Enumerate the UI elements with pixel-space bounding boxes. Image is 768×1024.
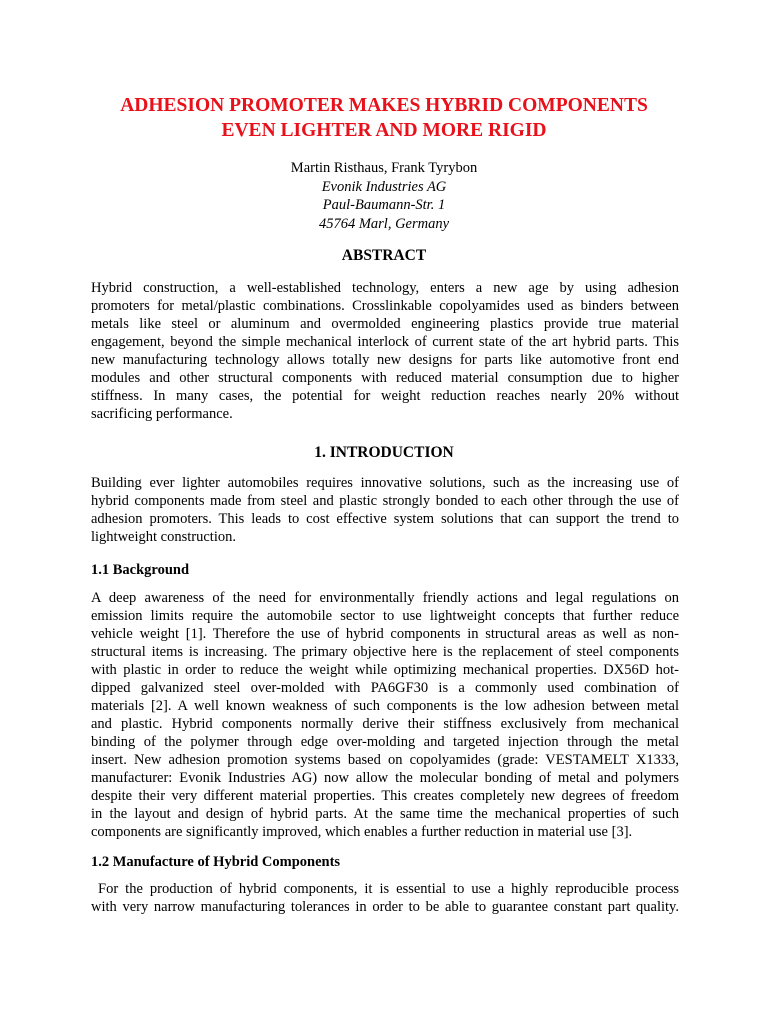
introduction-line: lightweight construction. [91,529,236,545]
background-line: manufacturer: Evonik Industries AG) now allow the molecular bonding of metal and polymers [91,770,679,786]
introduction-paragraph [91,474,679,546]
author-block [0,159,768,233]
background-line: A deep awareness of the need for environmentally friendly actions and legal regulations on [91,590,679,606]
abstract-heading: ABSTRACT [341,247,427,264]
introduction-line: hybrid components made from steel and plastic strongly bonded to each other through the use of [91,493,679,509]
introduction-line: adhesion promoters. This leads to cost effective system solutions that can support the trend to [91,511,679,527]
paper-title [0,93,768,143]
title-line-1: ADHESION PROMOTER MAKES HYBRID COMPONENTS [120,95,648,116]
author-street: Paul-Baumann-Str. 1 [322,197,446,213]
abstract-line: modules and other structural components with reduced material consumption due to higher [91,370,679,386]
background-line: components are significantly improved, which enables a further reduction in material use [3]. [91,824,633,840]
background-line: dipped galvanized steel over-molded with PA6GF30 is a commonly used combination of [91,680,679,696]
background-line: insert. New adhesion promotion systems based on copolyamides (grade: VESTAMELT X1333, [91,752,679,768]
background-line: despite their very different material properties. This creates completely new degrees of freedom [91,788,679,804]
background-line: vehicle weight [1]. Therefore the use of hybrid components in structural areas as well as non- [91,626,679,642]
abstract-line: promoters for metal/plastic combinations. Crosslinkable copolyamides used as binders between [91,298,679,314]
manufacture-line: with very narrow manufacturing tolerances in order to be able to guarantee constant part quality. [91,899,679,915]
author-names: Martin Risthaus, Frank Tyrybon [290,160,478,176]
background-heading: 1.1 Background [91,562,190,578]
background-line: structural items is increasing. The primary objective here is the replacement of steel components [91,644,679,660]
title-line-2: EVEN LIGHTER AND MORE RIGID [221,120,547,141]
background-line: materials [2]. A well known weakness of such components is the low adhesion between metal [91,698,679,714]
introduction-heading: 1. INTRODUCTION [314,444,454,461]
abstract-line: engagement, beyond the simple mechanical interlock of current state of the art hybrid parts. This [91,334,679,350]
introduction-line: Building ever lighter automobiles requires innovative solutions, such as the increasing use of [91,475,679,491]
abstract-line: new manufacturing technology allows totally new designs for parts like automotive front end [91,352,679,368]
author-affiliation: Evonik Industries AG [321,178,447,195]
background-line: and plastic. Hybrid components normally derive their stiffness exclusively from mechanical [91,716,679,732]
manufacture-heading: 1.2 Manufacture of Hybrid Components [91,854,341,870]
abstract-line: Hybrid construction, a well-established technology, enters a new age by using adhesion [91,280,679,296]
abstract-line: sacrificing performance. [91,406,233,422]
background-line: binding of the polymer through edge over-molding and targeted injection through the metal [91,734,679,750]
background-line: emission limits require the automobile sector to use lightweight concepts that further reduce [91,608,679,624]
manufacture-line: For the production of hybrid components, it is essential to use a highly reproducible process [91,881,679,897]
background-paragraph [91,589,679,841]
background-line: with plastic in order to reduce the weight while optimizing mechanical properties. DX56D hot- [91,662,679,678]
abstract-line: stiffness. In many cases, the potential for weight reduction reaches nearly 20% without [91,388,679,404]
abstract-line: metals like steel or aluminum and overmolded engineering plastics provide true material [91,316,679,332]
background-line: in the layout and design of hybrid parts. At the same time the mechanical properties of such [91,806,679,822]
abstract-paragraph [91,279,679,423]
author-city: 45764 Marl, Germany [318,215,450,232]
manufacture-paragraph [91,880,679,916]
